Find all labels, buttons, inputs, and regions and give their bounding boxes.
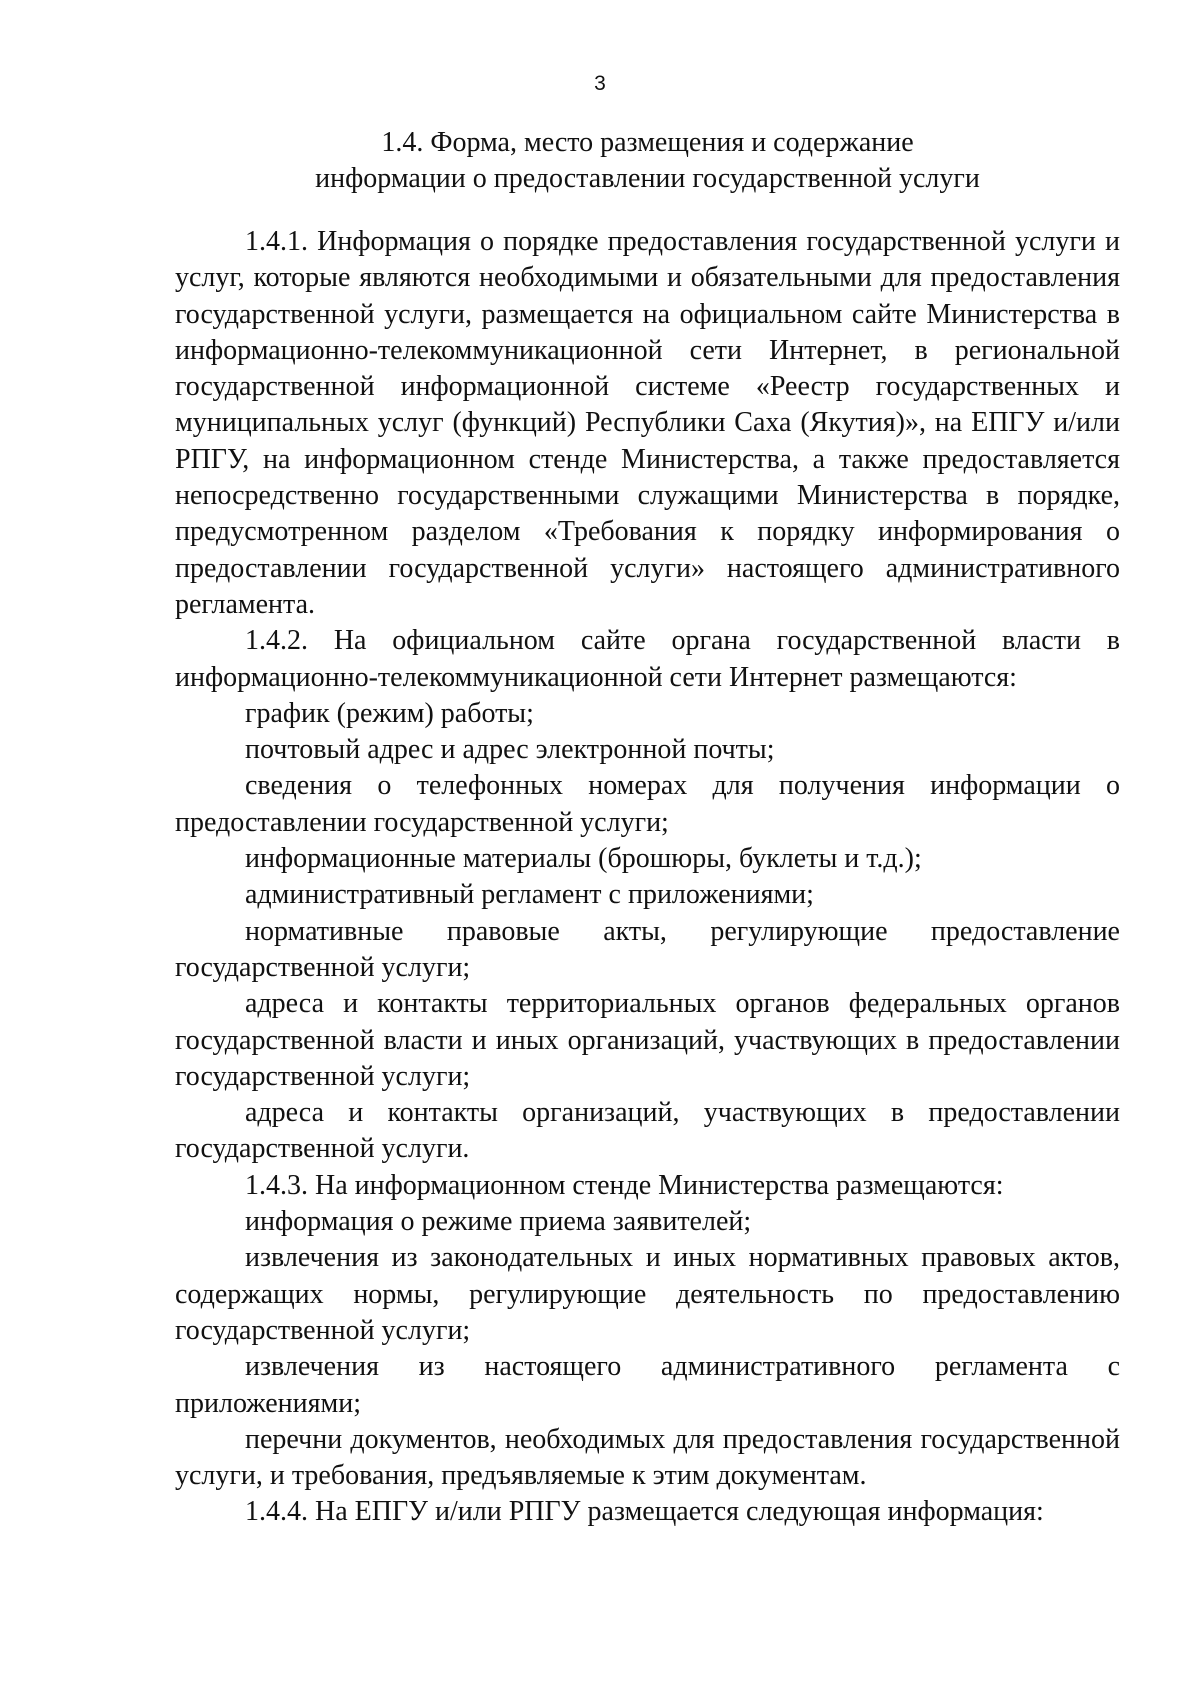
section-heading-line-2: информации о предоставлении государственной услуги bbox=[315, 163, 980, 194]
list-item-phone-numbers: сведения о телефонных номерах для получения информации о предоставлении государственной услуги; bbox=[175, 770, 1120, 838]
paragraph-1-4-3: 1.4.3. На информационном стенде Министерства размещаются: bbox=[245, 1169, 1004, 1201]
list-item-legal-acts: нормативные правовые акты, регулирующие предоставление государственной услуги; bbox=[175, 915, 1120, 983]
list-item-law-extracts: извлечения из законодательных и иных нормативных правовых актов, содержащих нормы, регулирующие деятельность по предоставлению государственной услуги; bbox=[175, 1242, 1120, 1346]
section-heading bbox=[175, 125, 1120, 197]
list-item-regulation: административный регламент с приложениями; bbox=[245, 879, 814, 911]
section-heading-line-1: 1.4. Форма, место размещения и содержание bbox=[381, 127, 914, 158]
list-item-postal-address: почтовый адрес и адрес электронной почты; bbox=[245, 734, 775, 766]
list-item-schedule: график (режим) работы; bbox=[245, 697, 534, 729]
list-item-organizations: адреса и контакты организаций, участвующих в предоставлении государственной услуги. bbox=[175, 1097, 1120, 1165]
list-item-info-materials: информационные материалы (брошюры, буклеты и т.д.); bbox=[245, 843, 922, 875]
paragraph-1-4-2: 1.4.2. На официальном сайте органа государственной власти в информационно-телекоммуникационной сети Интернет размещаются: bbox=[175, 625, 1120, 693]
document-body bbox=[175, 224, 1120, 1531]
list-item-regulation-extracts: извлечения из настоящего административного регламента с приложениями; bbox=[175, 1351, 1120, 1419]
paragraph-1-4-4: 1.4.4. На ЕПГУ и/или РПГУ размещается следующая информация: bbox=[245, 1496, 1044, 1528]
list-item-document-lists: перечни документов, необходимых для предоставления государственной услуги, и требования, предъявляемые к этим документам. bbox=[175, 1423, 1120, 1492]
list-item-territorial-bodies: адреса и контакты территориальных органов федеральных органов государственной власти и иных организаций, участвующих в предоставлении государственной услуги; bbox=[175, 988, 1120, 1092]
page-number: 3 bbox=[594, 72, 606, 95]
paragraph-1-4-1: 1.4.1. Информация о порядке предоставления государственной услуги и услуг, которые являются необходимыми и обязательными для предоставления государственной услуги, размещается на официальном сайте Министерства в информационно-телекоммуникационной сети Интернет, в региональной государственной информационной системе «Реестр государственных и муниципальных услуг (функций) Республики Саха (Якутия)», на ЕПГУ и/или РПГУ, на информационном стенде Министерства, а также предоставляется непосредственно государственными служащими Министерства в порядке, предусмотренном разделом «Требования к порядку информирования о предоставлении государственной услуги» настоящего административного регламента. bbox=[175, 226, 1120, 620]
list-item-reception-mode: информация о режиме приема заявителей; bbox=[245, 1206, 752, 1238]
